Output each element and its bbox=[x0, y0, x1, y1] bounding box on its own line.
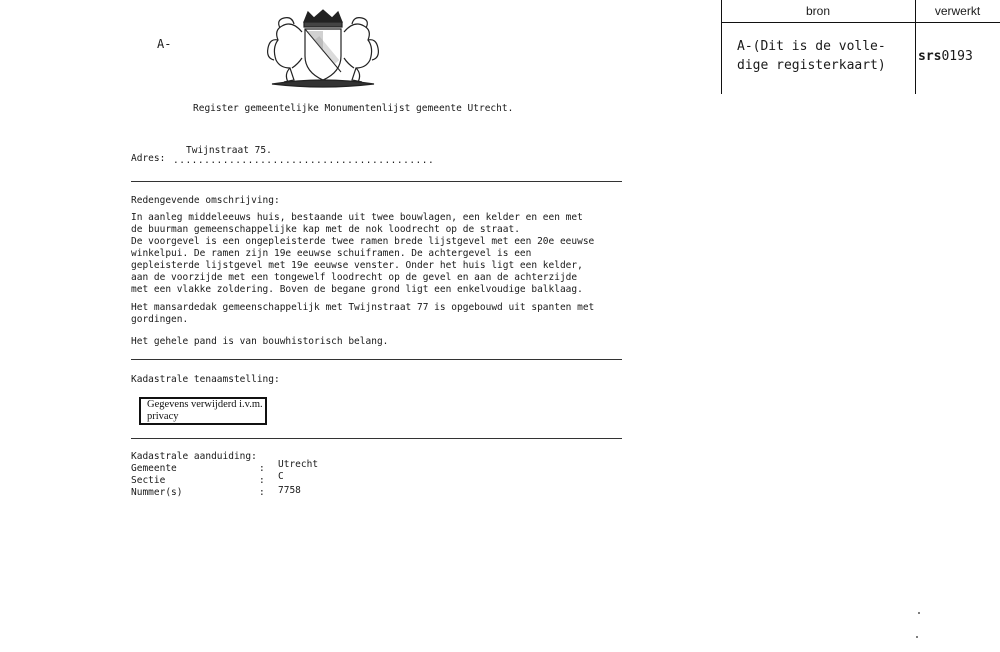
aanduiding-label: Gemeente bbox=[131, 463, 177, 474]
aanduiding-value: C bbox=[278, 471, 284, 482]
source-box bbox=[721, 0, 1000, 94]
address-value: Twijnstraat 75. bbox=[186, 145, 272, 156]
description-paragraph: In aanleg middeleeuws huis, bestaande uit twee bouwlagen, een kelder en een met de buurman gemeenschappelijke kap met de nok loodrecht op de straat. De voorgevel is een ongepleisterde twee ramen brede lijstgevel met een 20e eeuwse winkelpui. De ramen zijn 19e eeuwse schuiframen. De achtergevel is een gepleisterde lijstgevel met 19e eeuwse venster. Onder het huis ligt een kelder, aan de voorzijde met een tongewelf loodrecht op de gevel en aan de achterzijde met een vlakke zoldering. Boven de begane grond ligt een enkelvoudige balklaag. bbox=[131, 212, 595, 295]
verwerkt-value bbox=[918, 49, 973, 64]
address-dotted-line: .......................................... bbox=[173, 155, 435, 166]
verwerkt-number: 0193 bbox=[941, 49, 973, 64]
card-code: A- bbox=[157, 37, 172, 51]
description-paragraph: Het gehele pand is van bouwhistorisch belang. bbox=[131, 336, 389, 347]
bron-header: bron bbox=[805, 4, 831, 18]
aanduiding-colon: : bbox=[259, 475, 265, 486]
scan-speck bbox=[918, 612, 920, 614]
source-box-header-rule bbox=[721, 22, 1000, 23]
divider bbox=[131, 359, 622, 360]
description-paragraph: Het mansardedak gemeenschappelijk met Twijnstraat 77 is opgebouwd uit spanten met gordingen. bbox=[131, 302, 595, 325]
address-label: Adres: bbox=[131, 153, 166, 164]
divider bbox=[131, 181, 622, 182]
privacy-notice-line: Gegevens verwijderd i.v.m. bbox=[147, 399, 263, 410]
verwerkt-prefix: srs bbox=[918, 49, 942, 64]
privacy-notice-box bbox=[139, 397, 267, 425]
aanduiding-colon: : bbox=[259, 487, 265, 498]
aanduiding-colon: : bbox=[259, 463, 265, 474]
aanduiding-value: 7758 bbox=[278, 485, 301, 496]
utrecht-coat-of-arms-icon bbox=[262, 8, 384, 90]
aanduiding-heading: Kadastrale aanduiding: bbox=[131, 451, 257, 462]
aanduiding-label: Sectie bbox=[131, 475, 166, 486]
register-title: Register gemeentelijke Monumentenlijst gemeente Utrecht. bbox=[193, 103, 514, 114]
verwerkt-header: verwerkt bbox=[934, 4, 981, 18]
aanduiding-value: Utrecht bbox=[278, 459, 319, 470]
scan-speck bbox=[916, 636, 918, 638]
aanduiding-label: Nummer(s) bbox=[131, 487, 183, 498]
tenaamstelling-heading: Kadastrale tenaamstelling: bbox=[131, 374, 280, 385]
description-body bbox=[131, 212, 641, 354]
description-heading: Redengevende omschrijving: bbox=[131, 195, 280, 206]
bron-value: A-(Dit is de volle- dige registerkaart) bbox=[737, 39, 886, 73]
privacy-notice-line: privacy bbox=[147, 411, 179, 422]
divider bbox=[131, 438, 622, 439]
